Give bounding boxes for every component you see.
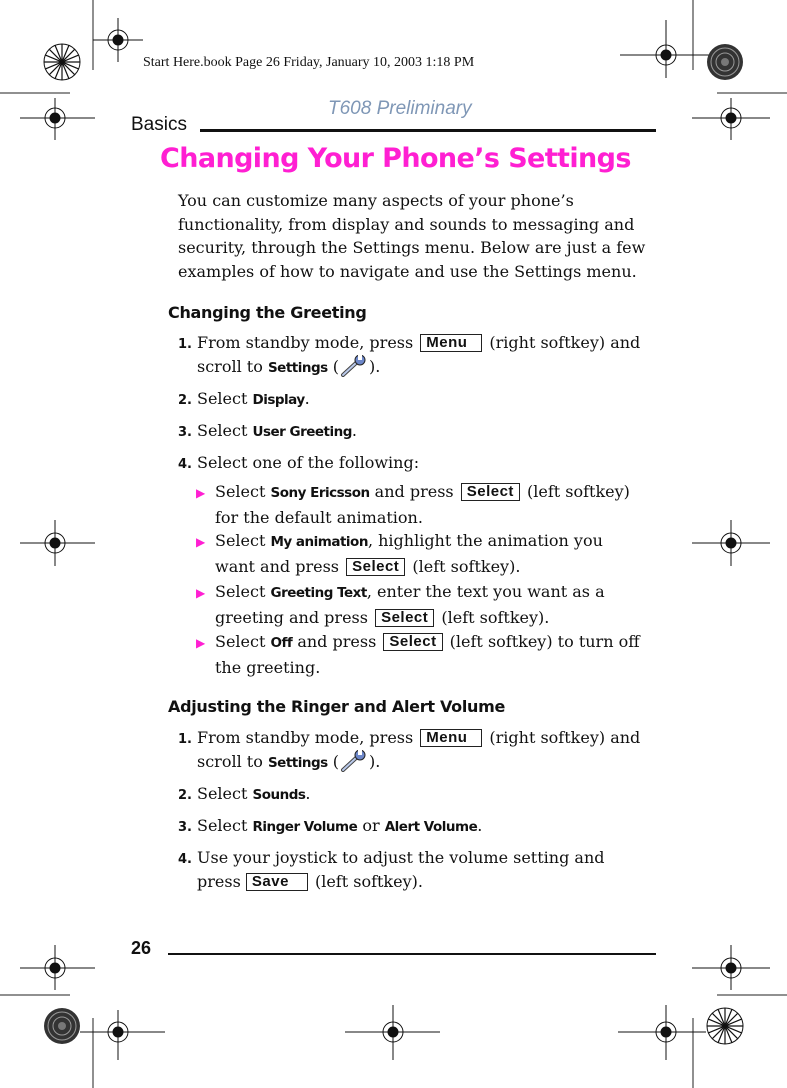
save-softkey: Save [246,873,308,891]
preliminary-watermark: T608 Preliminary [328,98,472,119]
greeting-step-4: 4. Select one of the following: [178,453,420,472]
page-number: 26 [131,938,152,958]
select-softkey: Select [346,558,405,576]
volume-step-4: 4. Use your joystick to adjust the volume setting and press Save (left softkey). [178,848,605,891]
triangle-bullet-icon: ▶ [196,586,206,600]
volume-step-2: 2. Select Sounds. [178,784,311,803]
volume-step-1: 1. From standby mode, press Menu (right softkey) and scroll to Settings ( ). [178,728,641,771]
select-softkey: Select [383,633,442,651]
wrench-icon [339,750,369,772]
triangle-bullet-icon: ▶ [196,636,206,650]
greeting-option-4: ▶ Select Off and press Select (left softkey) to turn off the greeting. [196,632,640,677]
greeting-option-3: ▶ Select Greeting Text, enter the text you want as a greeting and press Select (left softkey). [196,582,605,627]
print-slug: Start Here.book Page 26 Friday, January 10, 2003 1:18 PM [143,55,475,70]
section-name: Basics [131,114,187,135]
footer-rule [168,953,656,955]
wrench-icon [339,355,369,377]
greeting-step-1: 1. From standby mode, press Menu (right softkey) and scroll to Settings ( ). [178,333,641,376]
volume-heading: Adjusting the Ringer and Alert Volume [168,697,506,716]
page-title: Changing Your Phone’s Settings [160,143,631,174]
menu-softkey: Menu [420,334,482,352]
greeting-heading: Changing the Greeting [168,303,367,322]
triangle-bullet-icon: ▶ [196,486,206,500]
step-number: 1. [178,337,192,352]
greeting-option-1: ▶ Select Sony Ericsson and press Select (left softkey) for the default animation. [196,482,630,527]
select-softkey: Select [461,483,520,501]
menu-softkey: Menu [420,729,482,747]
greeting-step-2: 2. Select Display. [178,389,310,408]
header-rule [200,129,656,132]
greeting-step-3: 3. Select User Greeting. [178,421,358,440]
triangle-bullet-icon: ▶ [196,535,206,549]
intro-paragraph: You can customize many aspects of your phone’s functionality, from display and sounds to messaging and security, through the Settings menu. Below are just a few examples of how to navigate and use the Settings menu. [178,191,646,281]
volume-step-3: 3. Select Ringer Volume or Alert Volume. [178,816,483,835]
greeting-option-2: ▶ Select My animation, highlight the animation you want and press Select (left softkey). [196,531,603,576]
select-softkey: Select [375,609,434,627]
